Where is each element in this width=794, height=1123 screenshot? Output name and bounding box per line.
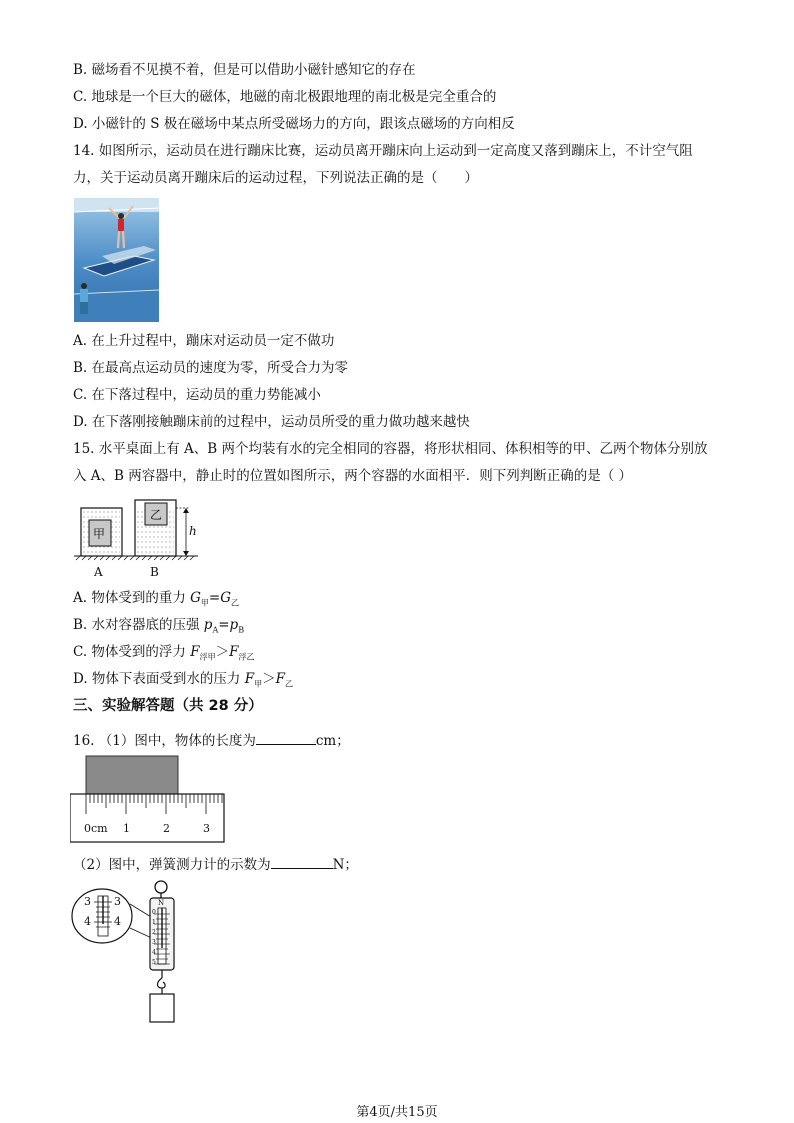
q16-part1: 16. （1）图中，物体的长度为 cm； xyxy=(73,733,350,749)
page-footer: 第4页/共15页 xyxy=(356,1105,438,1120)
zoom-label-3-left: 3 xyxy=(84,895,91,908)
gauge-tick-2: 2 xyxy=(152,929,156,936)
ruler-label-0: 0cm xyxy=(84,822,108,835)
q15-option-c: C. 物体受到的浮力 $F_{浮甲}>F_{浮乙}$ xyxy=(73,644,255,662)
q14-option-c: C. 在下落过程中，运动员的重力势能减小 xyxy=(73,387,321,403)
q15-option-a: A. 物体受到的重力 $G_甲=G_乙$ xyxy=(73,590,240,608)
q15-option-b: B. 水对容器底的压强 $p_A=p_B$ xyxy=(73,617,245,635)
label-a: A xyxy=(94,565,103,579)
ruler-label-2: 2 xyxy=(163,822,170,835)
gauge-tick-5: 5 xyxy=(152,959,156,966)
answer-blank-length[interactable] xyxy=(256,731,316,745)
q16-part2: （2）图中，弹簧测力计的示数为 N； xyxy=(73,857,358,873)
q14-option-b: B. 在最高点运动员的速度为零，所受合力为零 xyxy=(73,360,349,376)
zoom-label-3-right: 3 xyxy=(114,895,121,908)
label-jia: 甲 xyxy=(93,527,106,541)
q13-option-c: C. 地球是一个巨大的磁体，地磁的南北极跟地理的南北极是完全重合的 xyxy=(73,89,497,105)
zoom-label-4-right: 4 xyxy=(114,915,121,928)
q14-stem-line2: 力，关于运动员离开蹦床后的运动过程，下列说法正确的是（ ） xyxy=(73,170,478,186)
trampoline-photo xyxy=(74,198,159,322)
label-yi: 乙 xyxy=(150,508,163,522)
gauge-tick-3: 3 xyxy=(152,939,156,946)
q13-option-d: D. 小磁针的 S 极在磁场中某点所受磁场力的方向，跟该点磁场的方向相反 xyxy=(73,116,515,132)
ruler-diagram xyxy=(70,754,226,844)
section-title: 三、实验解答题（共 28 分） xyxy=(73,698,263,714)
q14-stem-line1: 14. 如图所示，运动员在进行蹦床比赛，运动员离开蹦床向上运动到一定高度又落到蹦床上，不计空气阻 xyxy=(73,143,693,159)
spring-scale-diagram xyxy=(70,878,200,1028)
q15-option-d: D. 物体下表面受到水的压力 $F_甲>F_乙$ xyxy=(73,671,293,689)
label-b: B xyxy=(150,565,159,579)
containers-diagram xyxy=(72,496,202,582)
gauge-tick-4: 4 xyxy=(152,949,156,956)
answer-blank-force[interactable] xyxy=(271,855,333,869)
ruler-label-3: 3 xyxy=(203,822,210,835)
label-h: h xyxy=(189,524,197,538)
gauge-tick-0: 0 xyxy=(152,909,156,916)
q15-stem-line1: 15. 水平桌面上有 A、B 两个均装有水的完全相同的容器，将形状相同、体积相等的甲、乙两个物体分别放 xyxy=(73,441,708,457)
q13-option-b: B. 磁场看不见摸不着，但是可以借助小磁针感知它的存在 xyxy=(73,62,416,78)
q14-option-a: A. 在上升过程中，蹦床对运动员一定不做功 xyxy=(73,333,335,349)
gauge-unit-n: N xyxy=(158,899,165,907)
q15-stem-line2: 入 A、B 两容器中，静止时的位置如图所示，两个容器的水面相平．则下列判断正确的是（ ） xyxy=(73,468,633,484)
zoom-label-4-left: 4 xyxy=(84,915,91,928)
q14-option-d: D. 在下落刚接触蹦床前的过程中，运动员所受的重力做功越来越快 xyxy=(73,414,470,430)
gauge-tick-1: 1 xyxy=(152,919,156,926)
ruler-label-1: 1 xyxy=(123,822,130,835)
